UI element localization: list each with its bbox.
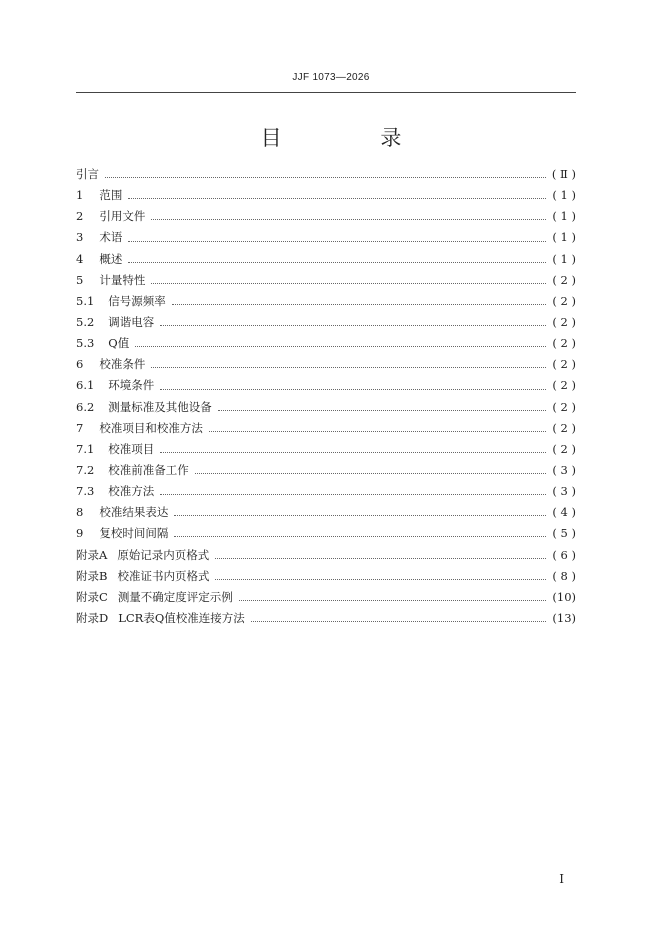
dot-leader bbox=[160, 444, 546, 453]
toc-entry-page: ( 2 ) bbox=[552, 314, 576, 329]
dot-leader bbox=[105, 169, 546, 178]
toc-entry-label: 测量不确定度评定示例 bbox=[117, 589, 233, 604]
toc-entry[interactable] bbox=[76, 587, 576, 608]
toc-entry-label: 校准项目和校准方法 bbox=[99, 420, 203, 435]
toc-entry-number: 附录D bbox=[76, 610, 109, 625]
toc-entry-page: ( 2 ) bbox=[552, 336, 576, 351]
toc-entry-label: 环境条件 bbox=[108, 378, 155, 393]
toc-entry[interactable] bbox=[76, 312, 576, 333]
toc-entry-page: ( 2 ) bbox=[552, 357, 576, 372]
toc-entry[interactable] bbox=[76, 608, 576, 629]
toc-entry[interactable] bbox=[76, 206, 576, 227]
toc-entry[interactable] bbox=[76, 185, 576, 206]
toc-entry[interactable] bbox=[76, 354, 576, 375]
toc-entry-label: 调谐电容 bbox=[108, 314, 155, 329]
page-title: 目 录 bbox=[260, 126, 448, 150]
toc-entry-label: 计量特性 bbox=[99, 272, 146, 287]
toc-entry-page: ( 3 ) bbox=[552, 484, 576, 499]
toc-entry-number: 5 bbox=[76, 272, 84, 287]
toc-entry[interactable] bbox=[76, 249, 576, 270]
toc-entry-number: 6 bbox=[76, 357, 84, 372]
dot-leader bbox=[251, 613, 546, 622]
toc-entry-label: 引用文件 bbox=[99, 209, 146, 224]
toc-entry-label: 校准条件 bbox=[99, 357, 146, 372]
toc-entry-label: LCR表Q值校准连接方法 bbox=[118, 610, 245, 625]
toc-entry[interactable] bbox=[76, 523, 576, 544]
toc-entry-label: 引言 bbox=[76, 167, 99, 181]
toc-entry-label: 校准证书内页格式 bbox=[117, 568, 210, 583]
toc-entry-label: 校准方法 bbox=[108, 484, 155, 499]
dot-leader bbox=[215, 571, 546, 580]
toc-entry[interactable] bbox=[76, 439, 576, 460]
dot-leader bbox=[160, 380, 546, 389]
toc-entry[interactable] bbox=[76, 333, 576, 354]
toc-entry-number: 9 bbox=[76, 526, 84, 541]
toc-entry[interactable] bbox=[76, 502, 576, 523]
standard-code-header: JJF 1073—2026 bbox=[292, 72, 370, 83]
toc-entry-page: ( 6 ) bbox=[552, 547, 576, 562]
dot-leader bbox=[174, 507, 546, 516]
toc-entry-number: 附录B bbox=[76, 568, 108, 583]
dot-leader bbox=[209, 423, 546, 432]
toc-entry-number: 6.1 bbox=[76, 378, 95, 393]
dot-leader bbox=[151, 275, 546, 284]
toc-entry-number: 7.3 bbox=[76, 484, 95, 499]
dot-leader bbox=[160, 317, 546, 326]
toc-entry-label: 校准前准备工作 bbox=[108, 462, 189, 477]
toc-entry-number: 8 bbox=[76, 505, 84, 520]
dot-leader bbox=[239, 592, 546, 601]
toc-entry-page: ( 2 ) bbox=[552, 293, 576, 308]
toc-entry-label: 原始记录内页格式 bbox=[117, 547, 210, 562]
toc-entry-page: ( 5 ) bbox=[552, 526, 576, 541]
dot-leader bbox=[160, 486, 546, 495]
toc-entry-label: Q值 bbox=[108, 336, 130, 351]
toc-entry-page: ( 1 ) bbox=[552, 230, 576, 245]
toc-entry-page: ( 2 ) bbox=[552, 420, 576, 435]
toc-entry-label: 校准项目 bbox=[108, 441, 155, 456]
toc-entry-page: ( 1 ) bbox=[552, 188, 576, 203]
dot-leader bbox=[128, 254, 546, 263]
toc-entry-page: ( 2 ) bbox=[552, 272, 576, 287]
dot-leader bbox=[215, 550, 546, 559]
dot-leader bbox=[128, 190, 546, 199]
toc-entry-label: 测量标准及其他设备 bbox=[108, 399, 212, 414]
toc-entry-number: 7.1 bbox=[76, 441, 95, 456]
toc-entry-number: 附录C bbox=[76, 589, 108, 604]
toc-entry-label: 信号源频率 bbox=[108, 293, 166, 308]
toc-entry[interactable] bbox=[76, 397, 576, 418]
toc-entry[interactable] bbox=[76, 545, 576, 566]
toc-entry-label: 范围 bbox=[99, 188, 123, 203]
header-rule bbox=[76, 92, 576, 93]
toc-entry-page: ( 2 ) bbox=[552, 378, 576, 393]
toc-entry[interactable] bbox=[76, 270, 576, 291]
toc-entry-page: ( Ⅱ ) bbox=[551, 167, 576, 181]
toc-entry-number: 2 bbox=[76, 209, 84, 224]
toc-entry-number: 4 bbox=[76, 251, 84, 266]
dot-leader bbox=[135, 338, 546, 347]
toc-entry[interactable] bbox=[76, 164, 576, 185]
toc-entry[interactable] bbox=[76, 460, 576, 481]
toc-entry-page: ( 2 ) bbox=[552, 399, 576, 414]
toc-entry[interactable] bbox=[76, 566, 576, 587]
toc-entry-page: (13) bbox=[552, 610, 576, 625]
toc-entry[interactable] bbox=[76, 481, 576, 502]
toc-entry-label: 校准结果表达 bbox=[99, 505, 169, 520]
toc-entry-number: 5.2 bbox=[76, 314, 95, 329]
toc-entry-number: 附录A bbox=[76, 547, 108, 562]
toc-entry-page: ( 2 ) bbox=[552, 441, 576, 456]
page-number: I bbox=[559, 872, 564, 886]
dot-leader bbox=[174, 528, 546, 537]
toc-entry-number: 1 bbox=[76, 188, 84, 203]
toc-entry-number: 3 bbox=[76, 230, 84, 245]
toc-entry-page: ( 4 ) bbox=[552, 505, 576, 520]
toc-entry-label: 复校时间间隔 bbox=[99, 526, 169, 541]
dot-leader bbox=[218, 402, 546, 411]
dot-leader bbox=[172, 296, 546, 305]
dot-leader bbox=[151, 211, 546, 220]
table-of-contents bbox=[76, 164, 576, 629]
toc-entry-page: ( 3 ) bbox=[552, 462, 576, 477]
toc-entry[interactable] bbox=[76, 291, 576, 312]
toc-entry-page: ( 1 ) bbox=[552, 209, 576, 224]
toc-entry-number: 7.2 bbox=[76, 462, 95, 477]
toc-entry-number: 7 bbox=[76, 420, 84, 435]
dot-leader bbox=[195, 465, 546, 474]
toc-entry[interactable] bbox=[76, 418, 576, 439]
dot-leader bbox=[151, 359, 546, 368]
toc-entry-page: ( 8 ) bbox=[552, 568, 576, 583]
toc-entry-number: 5.1 bbox=[76, 293, 95, 308]
toc-entry-page: ( 1 ) bbox=[552, 251, 576, 266]
toc-entry[interactable] bbox=[76, 375, 576, 396]
toc-entry[interactable] bbox=[76, 227, 576, 248]
toc-entry-label: 术语 bbox=[99, 230, 123, 245]
toc-entry-number: 5.3 bbox=[76, 336, 95, 351]
dot-leader bbox=[128, 232, 546, 241]
toc-entry-label: 概述 bbox=[99, 251, 123, 266]
toc-entry-page: (10) bbox=[552, 589, 576, 604]
toc-entry-number: 6.2 bbox=[76, 399, 95, 414]
